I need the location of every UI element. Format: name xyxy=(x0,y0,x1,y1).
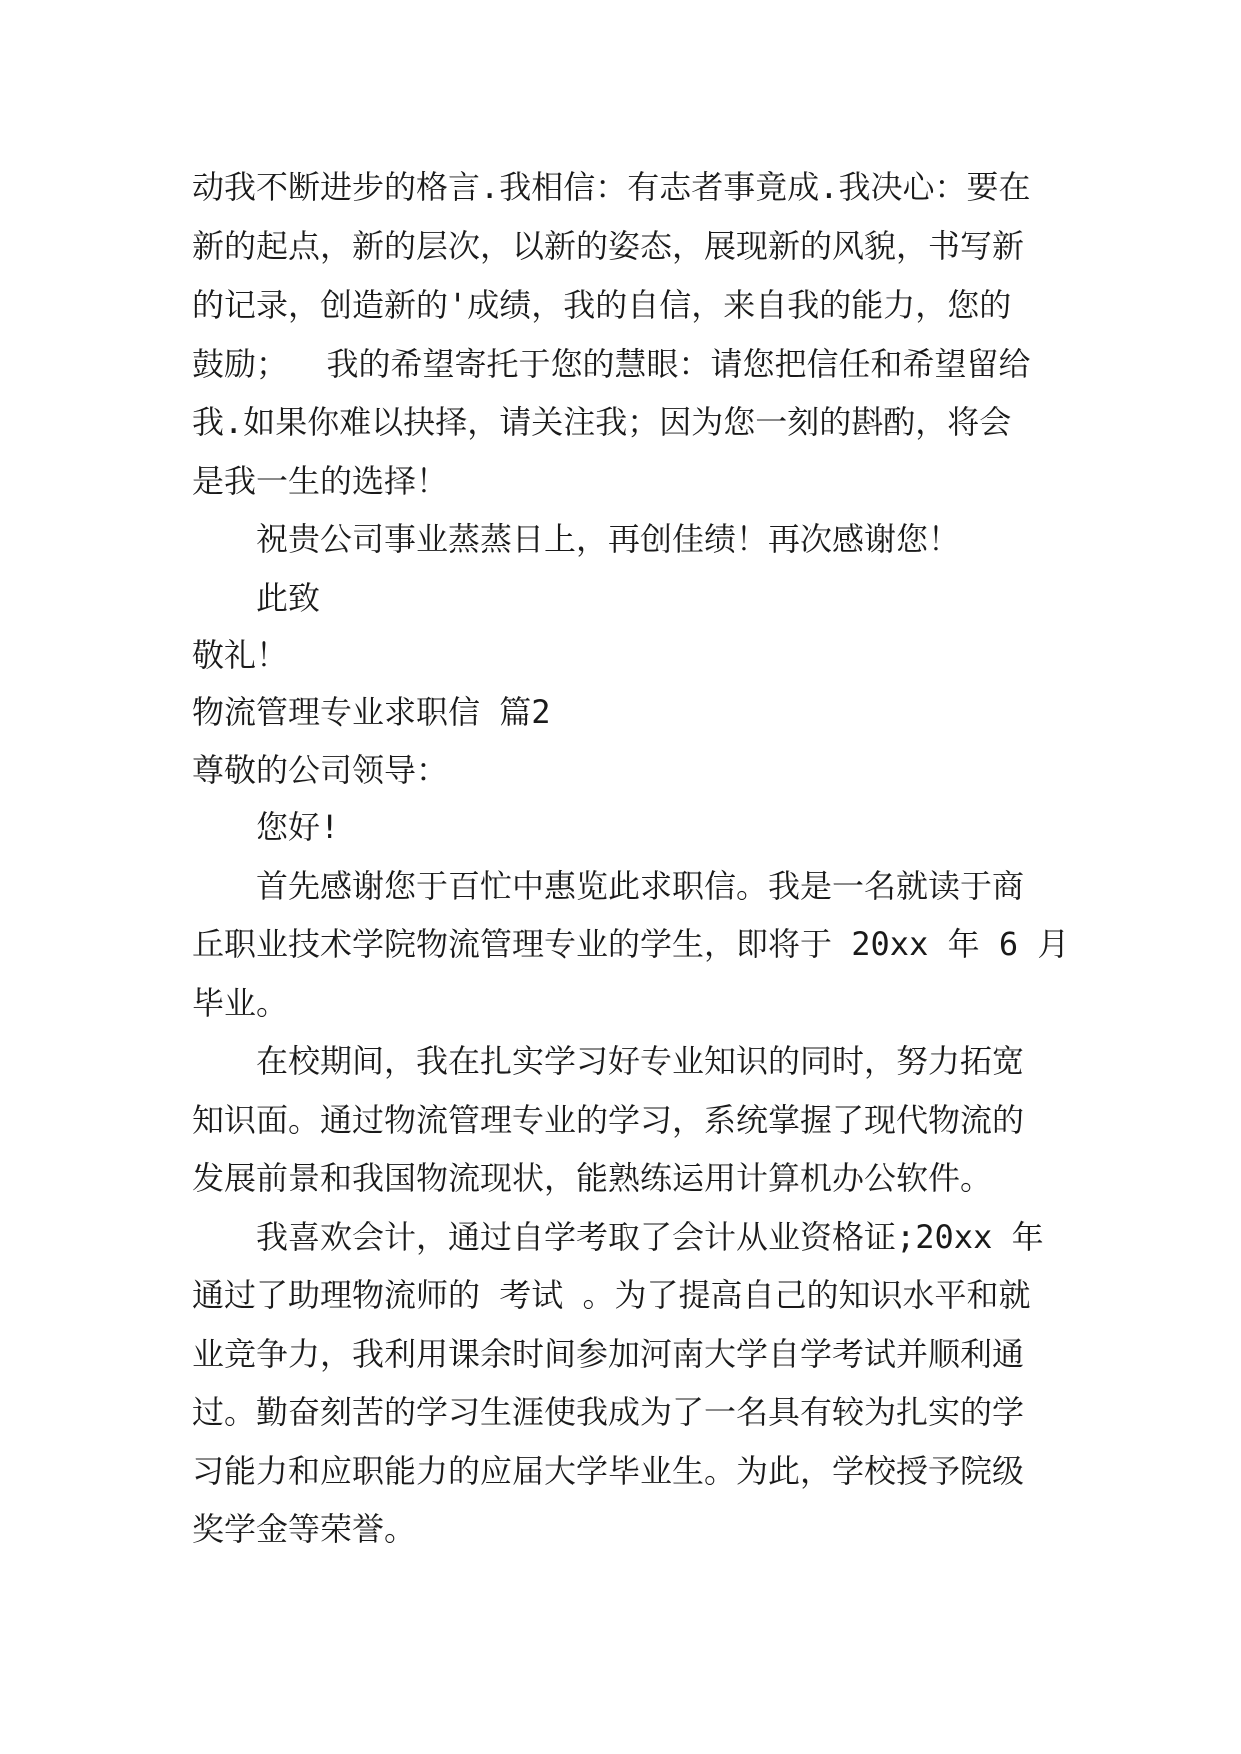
paragraph-line: 习能力和应职能力的应届大学毕业生。为此，学校授予院级 xyxy=(192,1452,1025,1490)
paragraph-line: 我.如果你难以抉择，请关注我；因为您一刻的斟酌，将会 xyxy=(192,403,1012,441)
closing-wish: 祝贵公司事业蒸蒸日上，再创佳绩！再次感谢您！ xyxy=(256,520,961,558)
paragraph-line: 新的起点，新的层次，以新的姿态，展现新的风貌，书写新 xyxy=(192,227,1025,265)
paragraph-line: 丘职业技术学院物流管理专业的学生，即将于 20xx 年 6 月 xyxy=(192,925,1070,963)
paragraph-line: 是我一生的选择！ xyxy=(192,462,449,500)
greeting-hello: 您好! xyxy=(256,808,340,846)
paragraph-line: 通过了助理物流师的 考试 。为了提高自己的知识水平和就 xyxy=(192,1276,1031,1314)
paragraph-line: 首先感谢您于百忙中惠览此求职信。我是一名就读于商 xyxy=(256,867,1025,905)
paragraph-line: 的记录，创造新的'成绩，我的自信，来自我的能力，您的 xyxy=(192,286,1012,324)
paragraph-line: 过。勤奋刻苦的学习生涯使我成为了一名具有较为扎实的学 xyxy=(192,1393,1025,1431)
paragraph-line: 我喜欢会计，通过自学考取了会计从业资格证;20xx 年 xyxy=(256,1218,1044,1256)
salutation-jingli: 敬礼！ xyxy=(192,636,289,674)
paragraph-line: 毕业。 xyxy=(192,984,289,1022)
paragraph-line: 业竞争力，我利用课余时间参加河南大学自学考试并顺利通 xyxy=(192,1335,1025,1373)
paragraph-line: 鼓励； 我的希望寄托于您的慧眼：请您把信任和希望留给 xyxy=(192,345,1031,383)
paragraph-line: 知识面。通过物流管理专业的学习，系统掌握了现代物流的 xyxy=(192,1101,1025,1139)
paragraph-line: 奖学金等荣誉。 xyxy=(192,1510,417,1548)
paragraph-line: 发展前景和我国物流现状，能熟练运用计算机办公软件。 xyxy=(192,1159,993,1197)
paragraph-line: 在校期间，我在扎实学习好专业知识的同时，努力拓宽 xyxy=(256,1042,1025,1080)
salutation-cizhi: 此致 xyxy=(256,579,321,617)
paragraph-line: 动我不断进步的格言.我相信：有志者事竟成.我决心：要在 xyxy=(192,168,1031,206)
section-title: 物流管理专业求职信 篇2 xyxy=(192,693,551,731)
greeting-recipient: 尊敬的公司领导： xyxy=(192,751,449,789)
